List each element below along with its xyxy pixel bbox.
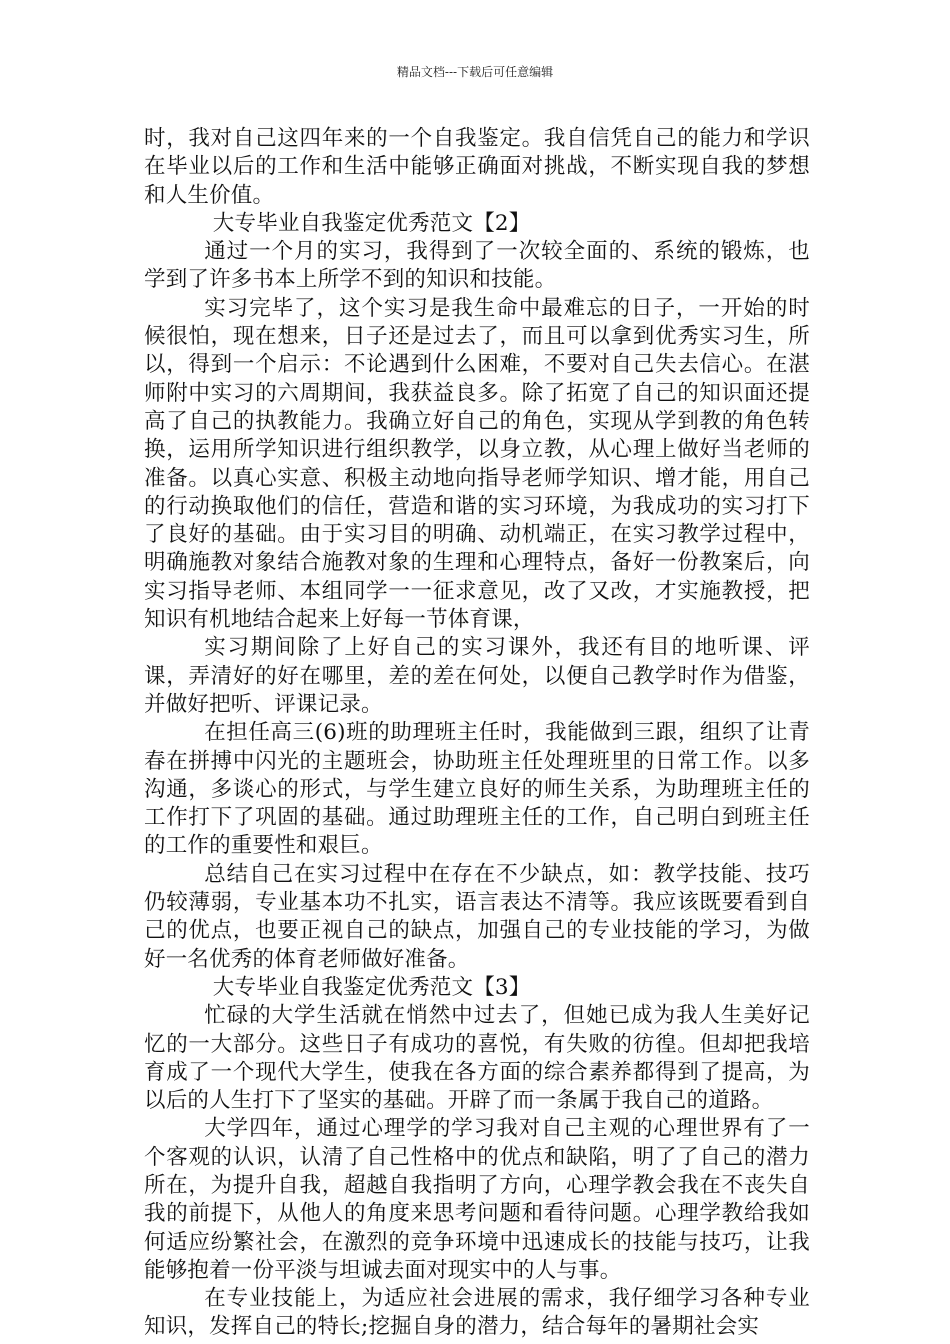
paragraph-continuation: 时，我对自己这四年来的一个自我鉴定。我自信凭自己的能力和学识在毕业以后的工作和生活中能够正确面对挑战，不断实现自我的梦想和人生价值。	[144, 126, 810, 208]
paragraph: 在担任高三(6)班的助理班主任时，我能做到三跟，组织了让青春在拼搏中闪光的主题班会，协助班主任处理班里的日常工作。以多沟通，多谈心的形式，与学生建立良好的师生关系，为助理班主任的工作打下了巩固的基础。通过助理班主任的工作，自己明白到班主任的工作的重要性和艰巨。	[144, 720, 810, 859]
paragraph: 大学四年，通过心理学的学习我对自己主观的心理世界有了一个客观的认识，认清了自己性格中的优点和缺陷，明了了自己的潜力所在，为提升自我，超越自我指明了方向，心理学教会我在不丧失自我的前提下，从他人的角度来思考问题和看待问题。心理学教给我如何适应纷繁社会，在激烈的竞争环境中迅速成长的技能与技巧，让我能够抱着一份平淡与坦诚去面对现实中的人与事。	[144, 1116, 810, 1283]
paragraph: 忙碌的大学生活就在悄然中过去了，但她已成为我人生美好记忆的一大部分。这些日子有成功的喜悦，有失败的彷徨。但却把我培育成了一个现代大学生，使我在各方面的综合素养都得到了提高，为以后的人生打下了坚实的基础。开辟了而一条属于我自己的道路。	[144, 1003, 810, 1114]
document-body	[144, 125, 810, 1342]
paragraph: 实习完毕了，这个实习是我生命中最难忘的日子，一开始的时候很怕，现在想来，日子还是过去了，而且可以拿到优秀实习生，所以，得到一个启示：不论遇到什么困难，不要对自己失去信心。在湛师附中实习的六周期间，我获益良多。除了拓宽了自己的知识面还提高了自己的执教能力。我确立好自己的角色，实现从学到教的角色转换，运用所学知识进行组织教学，以身立教，从心理上做好当老师的准备。以真心实意、积极主动地向指导老师学知识、增才能，用自己的行动换取他们的信任，营造和谐的实习环境，为我成功的实习打下了良好的基础。由于实习目的明确、动机端正，在实习教学过程中，明确施教对象结合施教对象的生理和心理特点，备好一份教案后，向实习指导老师、本组同学一一征求意见，改了又改，才实施教授，把知识有机地结合起来上好每一节体育课，	[144, 295, 810, 633]
page-header: 精品文档---下载后可任意编辑	[396, 65, 554, 79]
paragraph: 总结自己在实习过程中在存在不少缺点，如：教学技能、技巧仍较薄弱，专业基本功不扎实，语言表达不清等。我应该既要看到自己的优点，也要正视自己的缺点，加强自己的专业技能的学习，为做好一名优秀的体育老师做好准备。	[144, 861, 810, 972]
paragraph: 在专业技能上，为适应社会进展的需求，我仔细学习各种专业知识，发挥自己的特长;挖掘自身的潜力，结合每年的暑期社会实	[144, 1286, 810, 1340]
paragraph: 通过一个月的实习，我得到了一次较全面的、系统的锻炼，也学到了许多书本上所学不到的知识和技能。	[144, 239, 810, 293]
paragraph: 实习期间除了上好自己的实习课外，我还有目的地听课、评课，弄清好的好在哪里，差的差在何处，以便自己教学时作为借鉴，并做好把听、评课记录。	[144, 635, 810, 717]
section-heading-2: 大专毕业自我鉴定优秀范文【2】	[212, 210, 531, 236]
section-heading-3: 大专毕业自我鉴定优秀范文【3】	[212, 974, 531, 1000]
